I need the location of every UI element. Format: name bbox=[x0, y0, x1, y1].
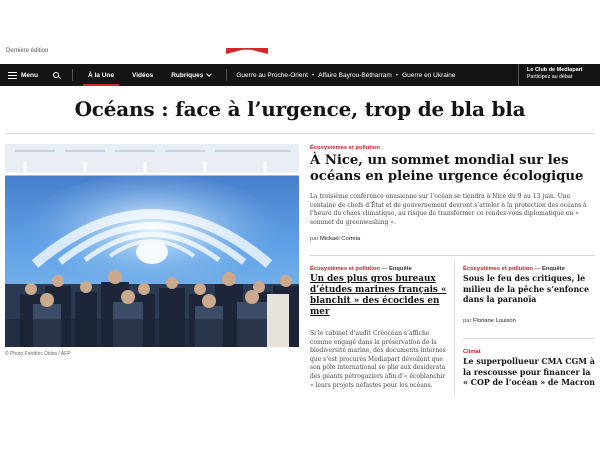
tab-videos[interactable] bbox=[123, 64, 162, 86]
main-kicker[interactable] bbox=[310, 145, 380, 151]
article2-title[interactable]: Un des plus gros bureaux d’études marines français « blanchit » des écocides en mer bbox=[310, 274, 447, 317]
article3-byline bbox=[463, 318, 516, 324]
article2-kicker-type: Enquête bbox=[388, 266, 412, 272]
chevron-down-icon bbox=[207, 71, 213, 77]
article4-kicker[interactable] bbox=[463, 349, 481, 355]
main-byline bbox=[310, 236, 360, 242]
main-navbar bbox=[0, 64, 600, 86]
divider bbox=[463, 338, 595, 339]
nav-divider bbox=[226, 69, 227, 81]
logo-mark[interactable] bbox=[226, 48, 268, 54]
byline-prefix: par bbox=[463, 318, 472, 324]
lead-photo-graphic bbox=[5, 144, 299, 347]
divider bbox=[310, 255, 595, 256]
tab-videos-label: Vidéos bbox=[132, 71, 154, 79]
menu-button[interactable] bbox=[0, 64, 46, 86]
byline-prefix: par bbox=[310, 236, 319, 242]
page-headline: Océans : face à l’urgence, trop de bla bla bbox=[74, 97, 526, 121]
nav-link-proche-orient[interactable]: Guerre au Proche-Orient bbox=[236, 71, 308, 79]
search-button[interactable] bbox=[46, 64, 66, 86]
article3-title[interactable]: Sous le feu des critiques, le milieu de la pêche s’enfonce dans la paranoïa bbox=[463, 274, 589, 304]
article4-kicker-label: Climat bbox=[463, 349, 481, 355]
main-author[interactable]: Mickaël Correia bbox=[320, 236, 361, 242]
top-strip bbox=[0, 0, 600, 63]
club-subtitle: Participez au débat bbox=[527, 74, 573, 80]
main-kicker-label: Écosystèmes et pollution bbox=[310, 145, 380, 151]
main-article-lede: La troisième conférence onusienne sur l’océan se tiendra à Nice du 9 au 13 juin. Une centaine de chefs d’État et de gouvernement devront s’atteler à la protection des océans à l’heure du chaos climatique, au risque de transformer ce rendez-vous diplomatique en « sommet du greenwashing ». bbox=[310, 193, 587, 226]
article3-kicker-type: Enquête bbox=[541, 266, 565, 272]
photo-credit: © Photo Frédéric Dides / AFP bbox=[5, 351, 71, 357]
menu-label: Menu bbox=[21, 71, 38, 79]
nav-dot: • bbox=[311, 71, 315, 79]
article2-lede: Si le cabinet d’audit Créocéan s’affiche comme engagé dans la préservation de la biodiversité marine, des documents internes que s’est procurés Mediapart dévoilent que son pôle international se plie aux desiderata des géants pétrogaziers afin d’« écoblanchir » leurs projets néfastes pour les océans. bbox=[310, 330, 446, 389]
nav-dot: • bbox=[395, 71, 399, 79]
club-link[interactable] bbox=[518, 64, 600, 86]
edition-label: Dernière édition bbox=[6, 48, 49, 54]
column-divider bbox=[454, 262, 455, 394]
nav-link-bayrou[interactable]: Affaire Bayrou-Bétharram bbox=[318, 71, 392, 79]
main-article-title[interactable]: À Nice, un sommet mondial sur les océans en pleine urgence écologique bbox=[310, 153, 584, 184]
tab-rubriques-label: Rubriques bbox=[171, 71, 204, 79]
tab-a-la-une-label: À la Une bbox=[87, 71, 114, 79]
search-icon bbox=[53, 72, 59, 78]
article4-title[interactable]: Le superpollueur CMA CGM à la rescousse pour financer la « COP de l’océan » de Macron bbox=[463, 357, 595, 387]
article2-kicker-label: Écosystèmes et pollution bbox=[310, 266, 380, 272]
article3-kicker[interactable] bbox=[463, 266, 565, 272]
divider bbox=[5, 133, 595, 134]
article3-kicker-label: Écosystèmes et pollution bbox=[463, 266, 533, 272]
nav-link-ukraine[interactable]: Guerre en Ukraine bbox=[402, 71, 456, 79]
tab-rubriques[interactable] bbox=[162, 64, 220, 86]
tab-a-la-une[interactable] bbox=[79, 64, 123, 86]
lead-photo[interactable] bbox=[5, 144, 299, 347]
nav-divider bbox=[72, 69, 73, 81]
article3-author[interactable]: Floriane Louison bbox=[473, 318, 516, 324]
kicker-separator: — bbox=[381, 266, 388, 272]
kicker-separator: — bbox=[534, 266, 541, 272]
article2-kicker[interactable] bbox=[310, 266, 412, 272]
menu-icon bbox=[8, 72, 17, 79]
club-title: Le Club de Mediapart bbox=[527, 67, 583, 73]
